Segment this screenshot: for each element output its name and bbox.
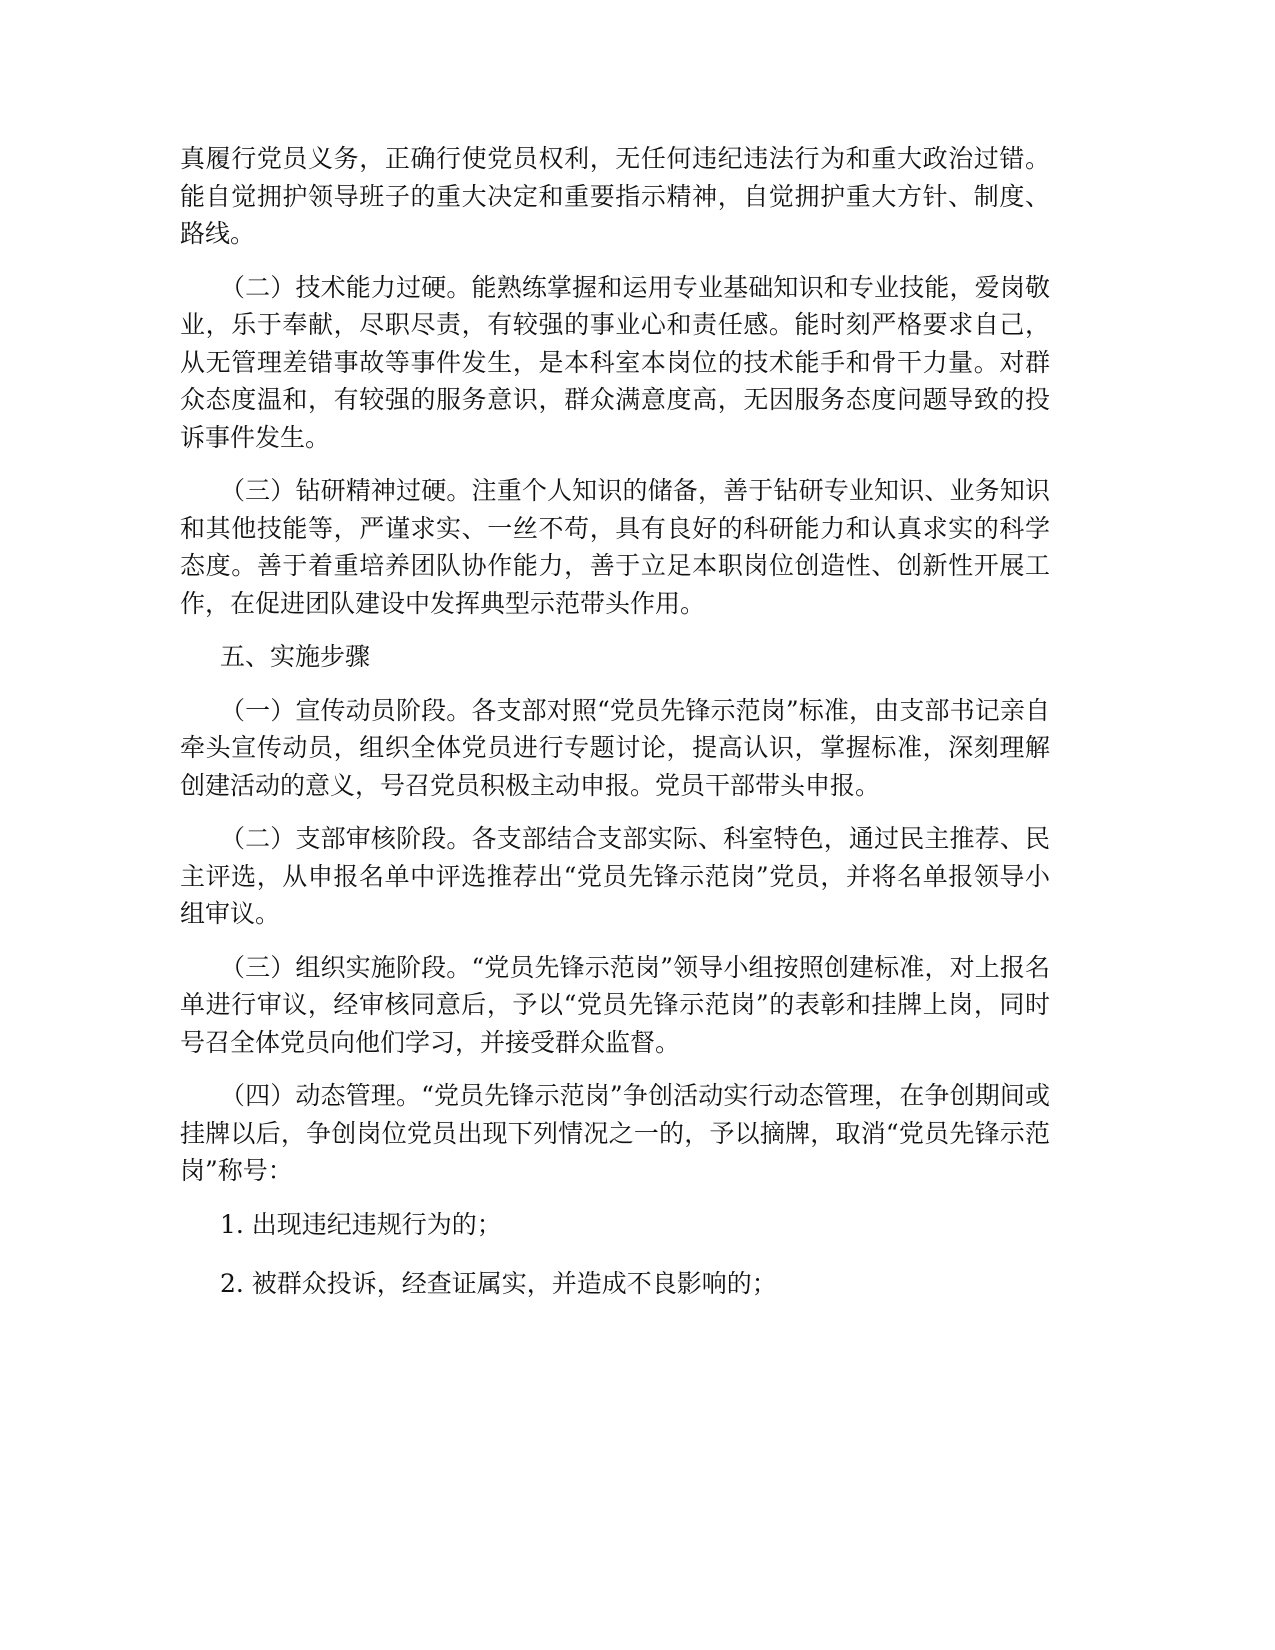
list-item-violation: 1. 出现违纪违规行为的； xyxy=(220,1209,502,1239)
paragraph-branch-review-stage: （二）支部审核阶段。各支部结合支部实际、科室特色，通过民主推荐、民主评选，从申报名单中评选推荐出“党员先锋示范岗”党员，并将名单报领导小组审议。 xyxy=(180,824,1050,928)
paragraph-technical-ability: （二）技术能力过硬。能熟练掌握和运用专业基础知识和专业技能，爱岗敬业，乐于奉献，尽职尽责，有较强的事业心和责任感。能时刻严格要求自己，从无管理差错事故等事件发生，是本科室本岗位的技术能手和骨干力量。对群众态度温和，有较强的服务意识，群众满意度高，无因服务态度问题导致的投诉事件发生。 xyxy=(180,272,1050,452)
section-heading-implementation-steps: 五、实施步骤 xyxy=(220,642,371,671)
paragraph-mobilization-stage: （一）宣传动员阶段。各支部对照“党员先锋示范岗”标准，由支部书记亲自牵头宣传动员，组织全体党员进行专题讨论，提高认识，掌握标准，深刻理解创建活动的意义，号召党员积极主动申报。党员干部带头申报。 xyxy=(180,695,1050,800)
paragraph-research-spirit: （三）钻研精神过硬。注重个人知识的储备，善于钻研专业知识、业务知识和其他技能等，严谨求实、一丝不苟，具有良好的科研能力和认真求实的科学态度。善于着重培养团队协作能力，善于立足本职岗位创造性、创新性开展工作，在促进团队建设中发挥典型示范带头作用。 xyxy=(180,476,1050,618)
paragraph-party-duties: 真履行党员义务，正确行使党员权利，无任何违纪违法行为和重大政治过错。能自觉拥护领导班子的重大决定和重要指示精神，自觉拥护重大方针、制度、路线。 xyxy=(180,144,1050,248)
paragraph-implementation-stage: （三）组织实施阶段。“党员先锋示范岗”领导小组按照创建标准，对上报名单进行审议，经审核同意后，予以“党员先锋示范岗”的表彰和挂牌上岗，同时号召全体党员向他们学习，并接受群众监督。 xyxy=(180,952,1050,1057)
paragraph-dynamic-management: （四）动态管理。“党员先锋示范岗”争创活动实行动态管理，在争创期间或挂牌以后，争创岗位党员出现下列情况之一的，予以摘牌，取消“党员先锋示范岗”称号： xyxy=(180,1081,1050,1185)
document-body xyxy=(180,140,1050,1325)
list-item-complaint: 2. 被群众投诉，经查证属实，并造成不良影响的； xyxy=(220,1269,777,1298)
